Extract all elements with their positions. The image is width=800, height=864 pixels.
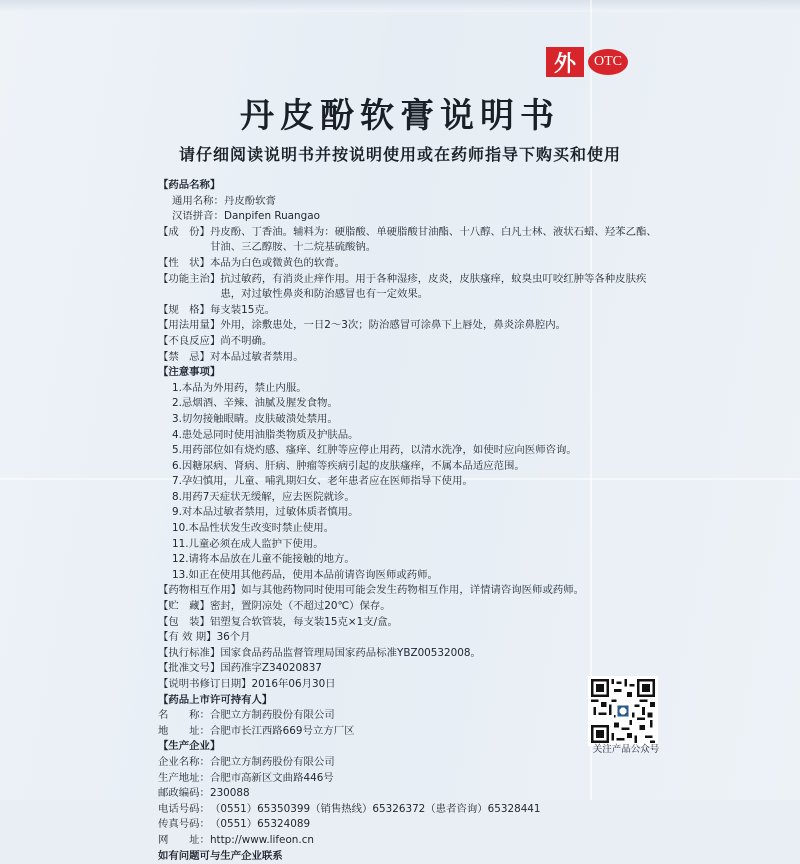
precaution-item: 6.因糖尿病、肾病、肝病、肿瘤等疾病引起的皮肤瘙痒，不属本品适应范围。 <box>172 459 525 472</box>
website-row: 网 址： http://www.lifeon.cn <box>158 833 314 846</box>
spec-row: 【规 格】 每支装15克。 <box>158 303 276 316</box>
standard-row: 【执行标准】 国家食品药品监督管理局国家药品标准YBZ00532008。 <box>158 646 481 659</box>
holder-name-row: 名 称： 合肥立方制药股份有限公司 <box>158 709 335 722</box>
otc-logo: OTC <box>588 49 628 75</box>
validity-row: 【有 效 期】 36个月 <box>158 631 251 644</box>
generic-name-row: 通用名称： 丹皮酚软膏 <box>172 194 276 207</box>
precaution-item: 8.用药7天症状无缓解，应去医院就诊。 <box>172 490 355 503</box>
zip-row: 邮政编码： 230088 <box>158 787 250 800</box>
character-row: 【性 状】 本品为白色或微黄色的软膏。 <box>158 256 346 269</box>
holder-address-row: 地 址： 合肥市长江西路669号立方厂区 <box>158 724 355 737</box>
contraindication-row: 【禁 忌】 对本品过敏者禁用。 <box>158 350 304 363</box>
external-use-mark: 外 <box>546 47 584 77</box>
page-title: 丹皮酚软膏说明书 <box>240 96 560 136</box>
precaution-item: 2.忌烟酒、辛辣、油腻及腥发食物。 <box>172 397 338 410</box>
precaution-item: 12.请将本品放在儿童不能接触的地方。 <box>172 553 355 566</box>
qr-caption: 关注产品公众号 <box>592 744 660 755</box>
fax-row: 传真号码： （0551）65324089 <box>158 818 311 831</box>
manufacturer-address-row: 生产地址： 合肥市高新区文曲路446号 <box>158 771 334 784</box>
otc-badge <box>546 47 628 77</box>
qr-code-icon <box>588 676 658 746</box>
drug-name-header: 【药品名称】 <box>158 179 221 191</box>
pinyin-row: 汉语拼音： Danpifen Ruangao <box>172 210 320 223</box>
paper-edge <box>0 0 800 12</box>
precaution-item: 5.用药部位如有烧灼感、瘙痒、红肿等应停止用药，以清水洗净，如使时应向医师咨询。 <box>172 444 577 457</box>
interaction-row: 【药物相互作用】 如与其他药物同时使用可能会发生药物相互作用，详情请咨询医师或药师。 <box>158 584 585 597</box>
contact-note: 如有问题可与生产企业联系 <box>158 849 283 862</box>
holder-header: 【药品上市许可持有人】 <box>158 693 273 706</box>
precaution-item: 11.儿童必须在成人监护下使用。 <box>172 537 324 550</box>
approval-row: 【批准文号】 国药准字Z34020837 <box>158 662 322 675</box>
leaflet-content <box>158 178 658 864</box>
precaution-item: 10.本品性状发生改变时禁止使用。 <box>172 522 334 535</box>
indication-row: 【功能主治】 抗过敏药，有消炎止痒作用。用于各种湿疹，皮炎，皮肤瘙痒，蚊臭虫叮咬红肿等各种皮肤疾患，对过敏性鼻炎和防治感冒也有一定效果。 <box>158 272 647 301</box>
package-row: 【包 装】 铝塑复合软管装，每支装15克×1支/盒。 <box>158 615 398 628</box>
precaution-item: 4.患处忌同时使用油脂类物质及护肤品。 <box>172 428 359 441</box>
precautions-header: 【注意事项】 <box>158 366 221 379</box>
composition-row: 【成 份】 丹皮酚、丁香油。辅料为：硬脂酸、单硬脂酸甘油酯、十八醇、白凡士林、液状石蜡、羟苯乙酯、甘油、三乙醇胺、十二烷基硫酸钠。 <box>158 225 657 254</box>
precaution-item: 3.切勿接触眼睛。皮肤破溃处禁用。 <box>172 412 338 425</box>
adverse-row: 【不良反应】 尚不明确。 <box>158 334 273 347</box>
precaution-item: 13.如正在使用其他药品，使用本品前请咨询医师或药师。 <box>172 568 438 581</box>
page-subtitle: 请仔细阅读说明书并按说明使用或在药师指导下购买和使用 <box>178 145 621 164</box>
manufacturer-name-row: 企业名称： 合肥立方制药股份有限公司 <box>158 755 335 768</box>
revision-row: 【说明书修订日期】 2016年06月30日 <box>158 678 336 690</box>
precaution-item: 1.本品为外用药，禁止内服。 <box>172 381 307 394</box>
precaution-item: 9.对本品过敏者禁用，过敏体质者慎用。 <box>172 506 359 519</box>
phone-row: 电话号码： （0551）65350399（销售热线）65326372（患者咨询）65328441 <box>158 802 541 815</box>
usage-row: 【用法用量】 外用，涂敷患处，一日2～3次；防治感冒可涂鼻下上唇处，鼻炎涂鼻腔内。 <box>158 319 567 332</box>
precaution-item: 7.孕妇慎用，儿童、哺乳期妇女、老年患者应在医师指导下使用。 <box>172 475 473 488</box>
manufacturer-header: 【生产企业】 <box>158 740 221 753</box>
storage-row: 【贮 藏】 密封，置阴凉处（不超过20℃）保存。 <box>158 600 391 613</box>
